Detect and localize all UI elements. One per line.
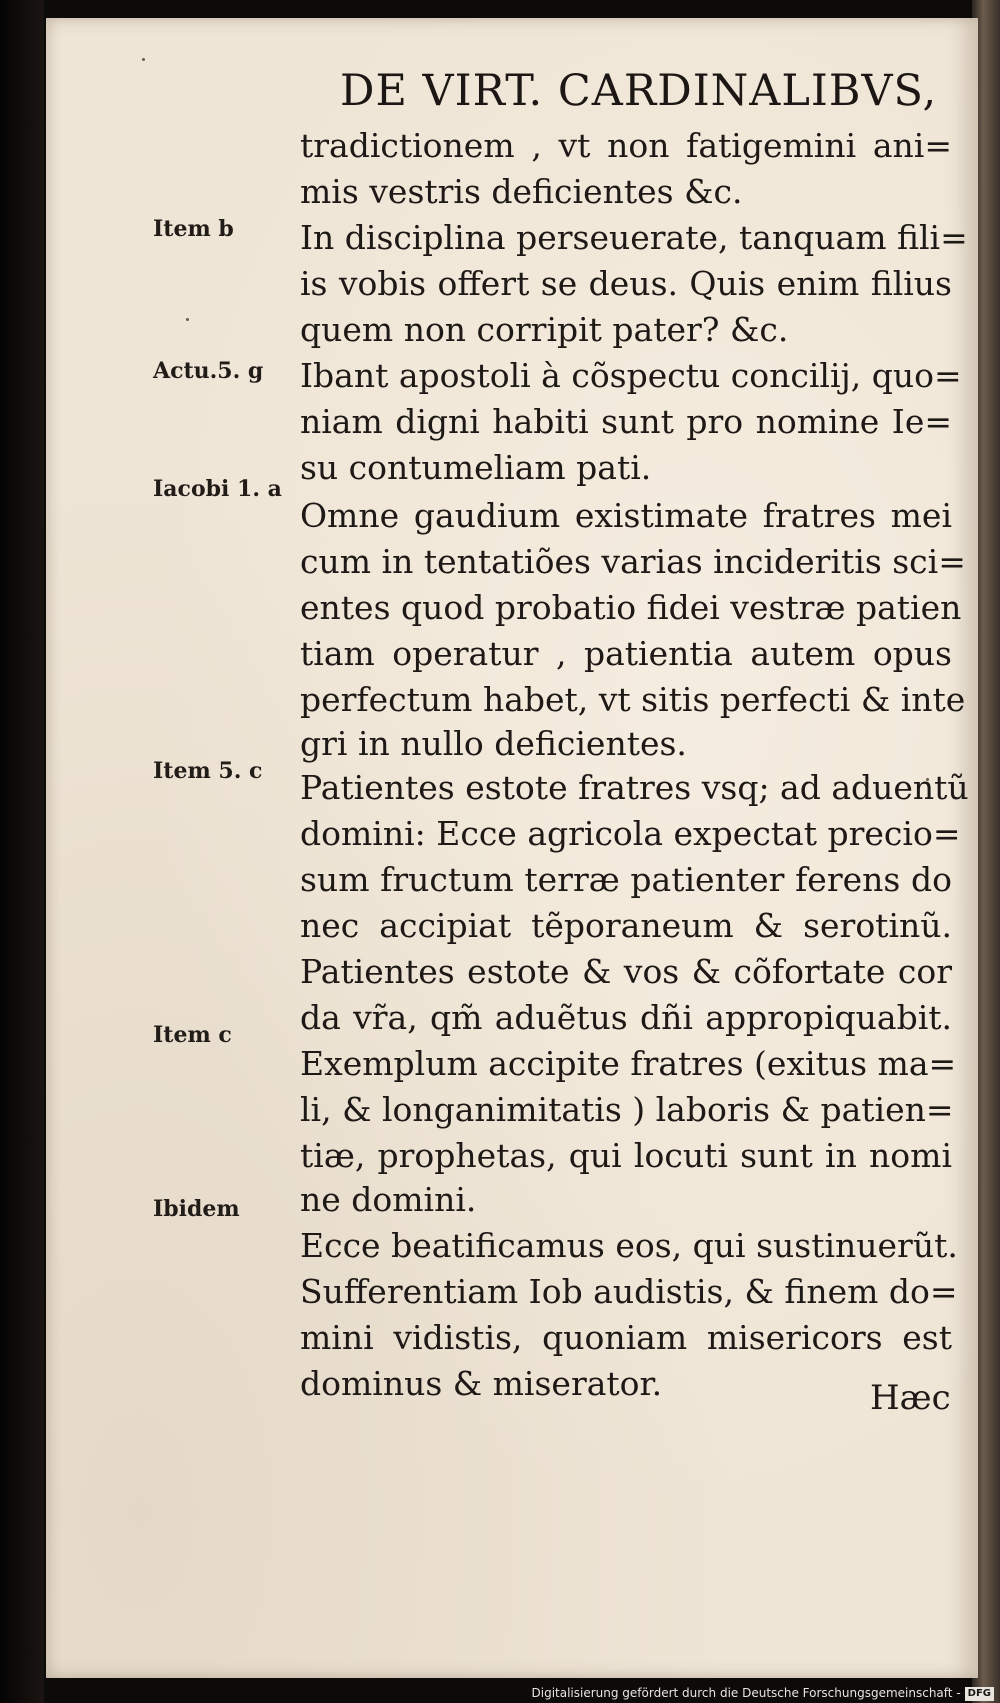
text-line: sum fructum terræ patienter ferens do <box>300 860 952 899</box>
digitization-credit <box>532 1684 995 1703</box>
text-line: Patientes estote fratres vsq; ad aduentũ <box>300 768 969 807</box>
text-line: Sufferentiam Iob audistis, & finem do= <box>300 1272 958 1311</box>
text-line: tradictionem , vt non fatigemini ani= <box>300 126 952 165</box>
text-line: Ecce beatificamus eos, qui sustinuerũt. <box>300 1226 958 1265</box>
book-gutter-shadow <box>0 0 44 1703</box>
text-line: li, & longanimitatis ) laboris & patien= <box>300 1090 954 1129</box>
text-line: Patientes estote & vos & cõfortate cor <box>300 952 952 991</box>
text-line: da vr̃a, qm̃ aduẽtus dñi appropiquabit. <box>300 998 952 1037</box>
text-line: In disciplina perseuerate, tanquam fili= <box>300 218 968 257</box>
paper-speck <box>186 318 189 321</box>
credit-text: Digitalisierung gefördert durch die Deutsche Forschungsgemeinschaft - <box>531 1686 961 1700</box>
margin-note: Iacobi 1. a <box>153 476 282 502</box>
text-line: mini vidistis, quoniam misericors est <box>300 1318 952 1357</box>
text-line: Exemplum accipite fratres (exitus ma= <box>300 1044 957 1083</box>
margin-note: Item 5. c <box>153 758 263 784</box>
paper-speck <box>142 58 145 61</box>
text-line: ne domini. <box>300 1180 477 1219</box>
margin-note: Ibidem <box>153 1196 240 1222</box>
text-line: gri in nullo deficientes. <box>300 724 687 763</box>
dfg-logo: DFG <box>965 1687 994 1701</box>
text-line: nec accipiat tẽporaneum & serotinũ. <box>300 906 952 945</box>
text-line: su contumeliam pati. <box>300 448 652 487</box>
catchword: Hæc <box>870 1378 951 1418</box>
text-line: Omne gaudium existimate fratres mei <box>300 496 952 535</box>
text-line: domini: Ecce agricola expectat precio= <box>300 814 961 853</box>
margin-note: Item c <box>153 1022 232 1048</box>
running-head: DE VIRT. CARDINALIBVS, <box>340 66 938 116</box>
text-line: is vobis offert se deus. Quis enim filius <box>300 264 952 303</box>
text-line: cum in tentatiões varias incideritis sci= <box>300 542 966 581</box>
text-line: perfectum habet, vt sitis perfecti & inte <box>300 680 966 719</box>
text-line: dominus & miserator. <box>300 1364 663 1403</box>
text-line: mis vestris deficientes &c. <box>300 172 743 211</box>
text-line: niam digni habiti sunt pro nomine Ie= <box>300 402 952 441</box>
text-line: Ibant apostoli à cõspectu concilij, quo= <box>300 356 962 395</box>
text-line: tiam operatur , patientia autem opus <box>300 634 952 673</box>
margin-note: Item b <box>153 216 234 242</box>
text-line: quem non corripit pater? &c. <box>300 310 789 349</box>
text-line: entes quod probatio fidei vestræ patien <box>300 588 962 627</box>
text-line: tiæ, prophetas, qui locuti sunt in nomi <box>300 1136 952 1175</box>
margin-note: Actu.5. g <box>153 358 264 384</box>
